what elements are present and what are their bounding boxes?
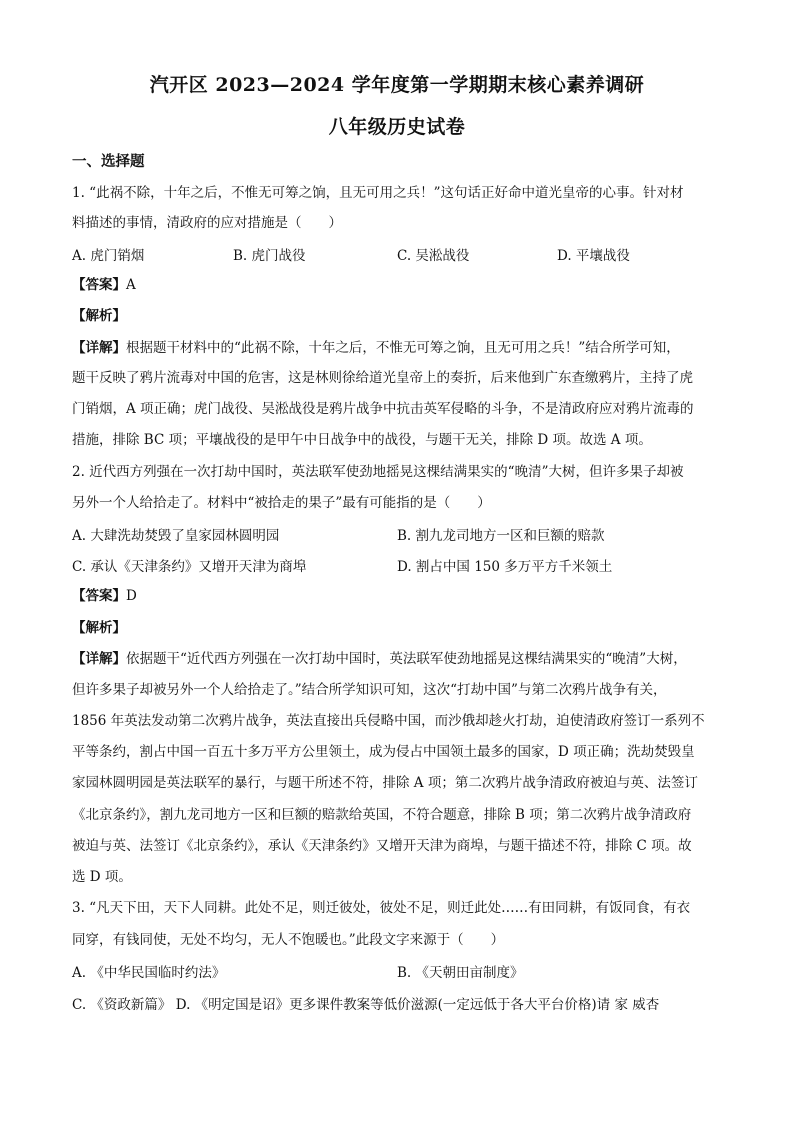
question-2-detail-line-1 [72, 649, 732, 669]
analysis-tag: 【解析】 [72, 620, 126, 636]
question-1-analysis-tag [72, 306, 732, 326]
question-1-option-a: A. 虎门销烟 [72, 248, 145, 264]
question-3-stem-line-1: 3. “凡天下田，天下人同耕。此处不足，则迁彼处，彼处不足，则迁此处……有田同耕，有饭同食，有衣 [72, 900, 691, 916]
question-2-detail-line-2: 但许多果子却被另外一个人给拾走了。”结合所学知识可知，这次“打劫中国”与第二次鸦片战争有关， [72, 682, 667, 698]
question-2-option-a: A. 大肆洗劫焚毁了皇家园林圆明园 [72, 528, 280, 544]
question-2-stem-line-2: 另外一个人给拾走了。材料中“被拾走的果子”最有可能指的是（ ） [72, 495, 491, 511]
question-1-option-d: D. 平壤战役 [557, 248, 630, 264]
question-2-detail-line-8: 选 D 项。 [72, 869, 132, 885]
analysis-tag: 【解析】 [72, 308, 126, 324]
exam-subtitle: 八年级历史试卷 [328, 116, 466, 138]
exam-title: 汽开区 2023—2024 学年度第一学期期末核心素养调研 [149, 74, 645, 96]
question-2-option-b: B. 割九龙司地方一区和巨额的赔款 [397, 528, 605, 544]
question-1-detail-line-1 [72, 338, 732, 358]
question-1-detail-line-3: 门销烟，A 项正确；虎门战役、吴淞战役是鸦片战争中抗击英军侵略的斗争，不是清政府应对鸦片流毒的 [72, 401, 694, 417]
detail-text: 根据题干材料中的“此祸不除，十年之后，不惟无可筹之饷，且无可用之兵！”结合所学可知， [126, 340, 680, 356]
section-heading: 一、选择题 [72, 153, 145, 170]
question-3-stem-line-2: 同穿，有钱同使，无处不均匀，无人不饱暖也。”此段文字来源于（ ） [72, 932, 505, 948]
question-2-detail-line-7: 被迫与英、法签订《北京条约》，承认《天津条约》又增开天津为商埠，与题干描述不符，排除 C 项。故 [72, 838, 692, 854]
question-2-detail-line-4: 平等条约，割占中国一百五十多万平方公里领土，成为侵占中国领土最多的国家，D 项正确；洗劫焚毁皇 [72, 744, 695, 760]
question-2-option-d: D. 割占中国 150 多万平方千米领土 [397, 559, 613, 575]
question-2-detail-line-5: 家园林圆明园是英法联军的暴行，与题干所述不符，排除 A 项；第二次鸦片战争清政府被迫与英、法签订 [72, 775, 698, 791]
detail-text: 依据题干“近代西方列强在一次打劫中国时，英法联军使劲地摇晃这棵结满果实的“晚清”大树， [126, 651, 687, 667]
answer-tag: 【答案】 [72, 277, 126, 293]
question-2-option-c: C. 承认《天津条约》又增开天津为商埠 [72, 559, 307, 575]
question-1-stem-line-1: 1. “此祸不除，十年之后，不惟无可筹之饷，且无可用之兵！”这句话正好命中道光皇帝的心事。针对材 [72, 185, 684, 201]
answer-value: A [126, 277, 136, 293]
question-3-option-a: A. 《中华民国临时约法》 [72, 965, 226, 981]
question-3-options-c-d: C. 《资政新篇》 D. 《明定国是诏》更多课件教案等低价滋源(一定远低于各大平台价格)请 家 威杏 [72, 997, 660, 1013]
question-1-answer [72, 275, 732, 295]
question-1-option-b: B. 虎门战役 [233, 248, 306, 264]
detail-tag: 【详解】 [72, 340, 126, 356]
question-2-detail-line-6: 《北京条约》，割九龙司地方一区和巨额的赔款给英国，不符合题意，排除 B 项；第二次鸦片战争清政府 [72, 807, 692, 823]
question-2-analysis-tag [72, 618, 732, 638]
answer-value: D [126, 588, 137, 604]
question-2-detail-line-3: 1856 年英法发动第二次鸦片战争，英法直接出兵侵略中国，而沙俄却趁火打劫，迫使清政府签订一系列不 [72, 713, 705, 729]
question-1-stem-line-2: 料描述的事情，清政府的应对措施是（ ） [72, 215, 342, 231]
answer-tag: 【答案】 [72, 588, 126, 604]
question-1-detail-line-2: 题干反映了鸦片流毒对中国的危害，这是林则徐给道光皇帝上的奏折，后来他到广东查缴鸦片，主持了虎 [72, 370, 693, 386]
question-3-option-b: B. 《天朝田亩制度》 [397, 965, 524, 981]
question-1-detail-line-4: 措施，排除 BC 项；平壤战役的是甲午中日战争中的战役，与题干无关，排除 D 项。故选 A 项。 [72, 432, 652, 448]
detail-tag: 【详解】 [72, 651, 126, 667]
question-1-option-c: C. 吴淞战役 [397, 248, 470, 264]
question-2-stem-line-1: 2. 近代西方列强在一次打劫中国时，英法联军使劲地摇晃这棵结满果实的“晚清”大树，但许多果子却被 [72, 464, 684, 480]
question-2-answer [72, 586, 732, 606]
